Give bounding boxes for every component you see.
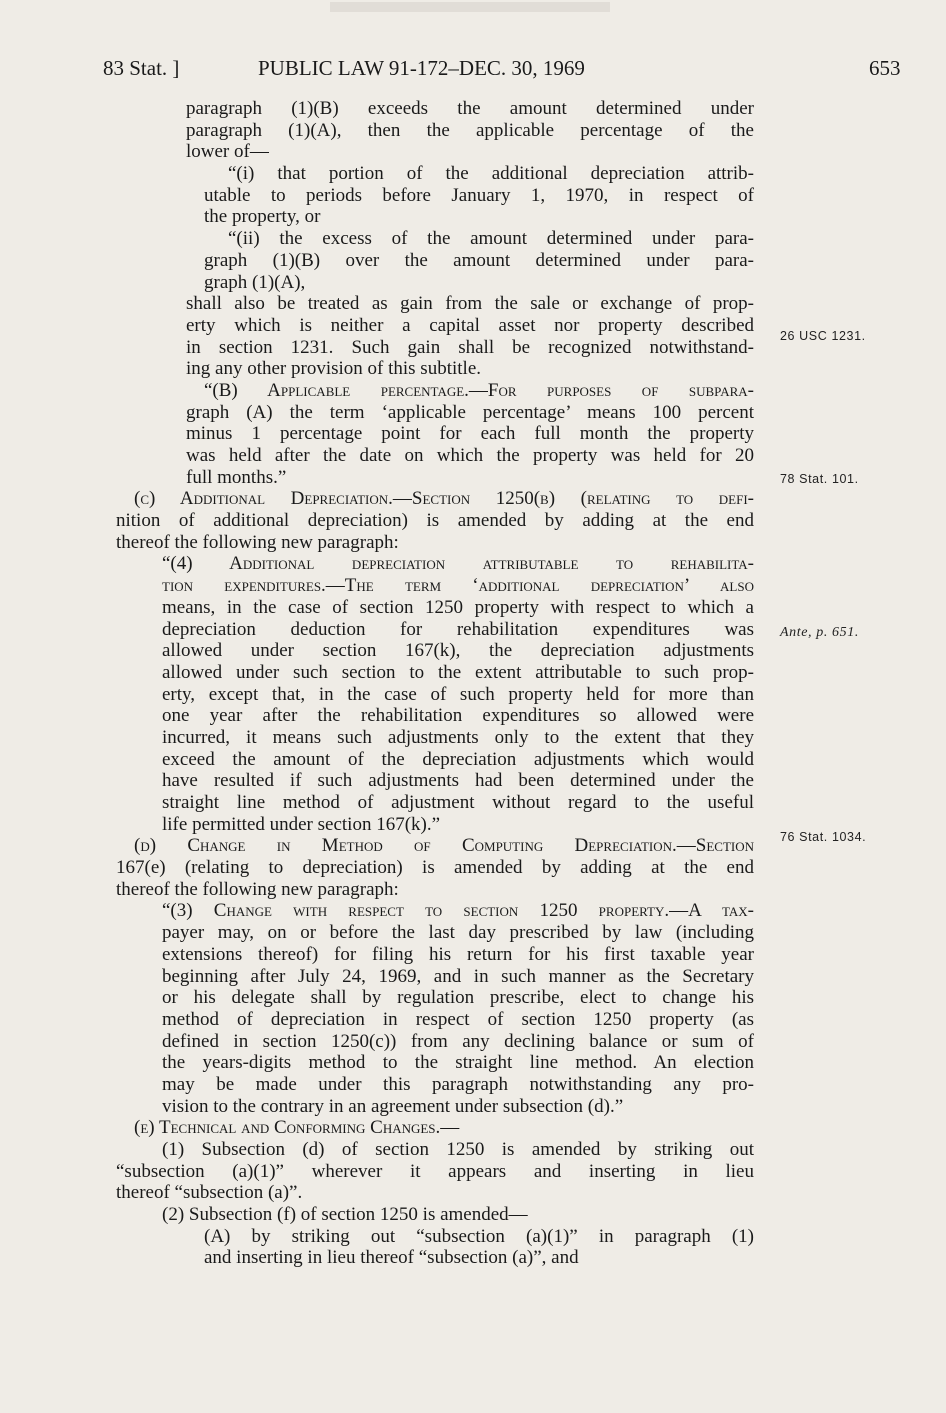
text-line: defined in section 1250(c)) from any declining balance or sum of [162,1030,754,1052]
text-line: utable to periods before January 1, 1970, in respect of [204,184,754,206]
text-line: the years-digits method to the straight line method. An election [162,1052,754,1074]
text-line: payer may, on or before the last day prescribed by law (including [162,922,754,944]
text-line: the property, or [204,206,321,228]
text-line: beginning after July 24, 1969, and in such manner as the Secretary [162,965,754,987]
text-line: (A) by striking out “subsection (a)(1)” in paragraph (1) [204,1225,754,1247]
text-line: nition of additional depreciation) is amended by adding at the end [116,510,754,532]
text-line: straight line method of adjustment without regard to the useful [162,792,754,813]
text-line: erty which is neither a capital asset nor property described [186,314,754,336]
text-line: depreciation deduction for rehabilitation expenditures was [162,618,754,640]
text-line: or his delegate shall by regulation prescribe, elect to change his [162,987,754,1009]
body-text [116,98,754,1269]
text-line: ing any other provision of this subtitle. [186,358,482,380]
text-line: life permitted under section 167(k).” [162,813,441,835]
margin-note-ante-p-651: Ante, p. 651. [780,625,859,640]
text-line: “(4) Additional depreciation attributable to rehabilita- [162,553,754,575]
text-line: (1) Subsection (d) of section 1250 is amended by striking out [162,1139,754,1160]
top-edge-mark [330,2,610,12]
running-title: PUBLIC LAW 91-172–DEC. 30, 1969 [258,56,585,80]
statute-volume-ref: 83 Stat. ] [103,56,180,80]
text-line: paragraph (1)(A), then the applicable percentage of the [186,119,754,141]
text-line: means, in the case of section 1250 property with respect to which a [162,596,754,618]
text-line: (c) Additional Depreciation.—Section 1250(b) (relating to defi- [134,488,754,510]
text-line: one year after the rehabilitation expenditures so allowed were [162,705,754,727]
text-line: “(B) Applicable percentage.—For purposes of subpara- [204,379,754,401]
text-line: thereof the following new paragraph: [116,878,399,900]
text-line: 167(e) (relating to depreciation) is amended by adding at the end [116,857,754,879]
text-line: allowed under section 167(k), the depreciation adjustments [162,640,754,662]
text-line: lower of— [186,141,269,163]
text-line: “(i) that portion of the additional depreciation attrib- [228,163,754,185]
text-line: method of depreciation in respect of section 1250 property (as [162,1008,754,1030]
text-line: (2) Subsection (f) of section 1250 is amended— [162,1204,528,1226]
text-line: have resulted if such adjustments had been determined under the [162,770,754,792]
text-line: extensions thereof) for filing his return for his first taxable year [162,943,754,965]
margin-note-26-usc-1231: 26 USC 1231. [780,329,866,343]
text-line: may be made under this paragraph notwithstanding any pro- [162,1073,754,1095]
text-line: allowed under such section to the extent attributable to such prop- [162,661,754,683]
text-line: tion expenditures.—The term ‘additional depreciation’ also [162,575,754,597]
text-line: full months.” [186,466,287,488]
text-line: graph (1)(A), [204,271,306,293]
text-line: erty, except that, in the case of such property held for more than [162,683,754,705]
text-line: graph (A) the term ‘applicable percentage’ means 100 percent [186,401,754,423]
margin-note-78-stat-101: 78 Stat. 101. [780,472,859,486]
text-line: incurred, it means such adjustments only to the extent that they [162,726,754,748]
text-line: paragraph (1)(B) exceeds the amount determined under [186,98,754,119]
text-line: thereof “subsection (a)”. [116,1182,303,1204]
text-line: thereof the following new paragraph: [116,531,399,553]
text-line: vision to the contrary in an agreement under subsection (d).” [162,1095,624,1117]
text-line: and inserting in lieu thereof “subsection (a)”, and [204,1247,579,1269]
text-line: “subsection (a)(1)” wherever it appears and inserting in lieu [116,1160,754,1182]
text-line: graph (1)(B) over the amount determined under para- [204,249,754,271]
text-line: “(3) Change with respect to section 1250 property.—A tax- [162,900,754,922]
text-line: (d) Change in Method of Computing Depreciation.—Section [134,835,754,857]
text-line: exceed the amount of the depreciation adjustments which would [162,748,754,770]
text-line: was held after the date on which the property was held for 20 [186,445,754,466]
text-line: minus 1 percentage point for each full month the property [186,423,754,445]
page-number: 653 [869,56,901,80]
text-line: (e) Technical and Conforming Changes.— [134,1117,460,1139]
text-line: shall also be treated as gain from the sale or exchange of prop- [186,293,754,315]
margin-note-76-stat-1034: 76 Stat. 1034. [780,830,867,844]
text-line: “(ii) the excess of the amount determined under para- [228,228,754,250]
text-line: in section 1231. Such gain shall be recognized notwithstand- [186,336,754,358]
